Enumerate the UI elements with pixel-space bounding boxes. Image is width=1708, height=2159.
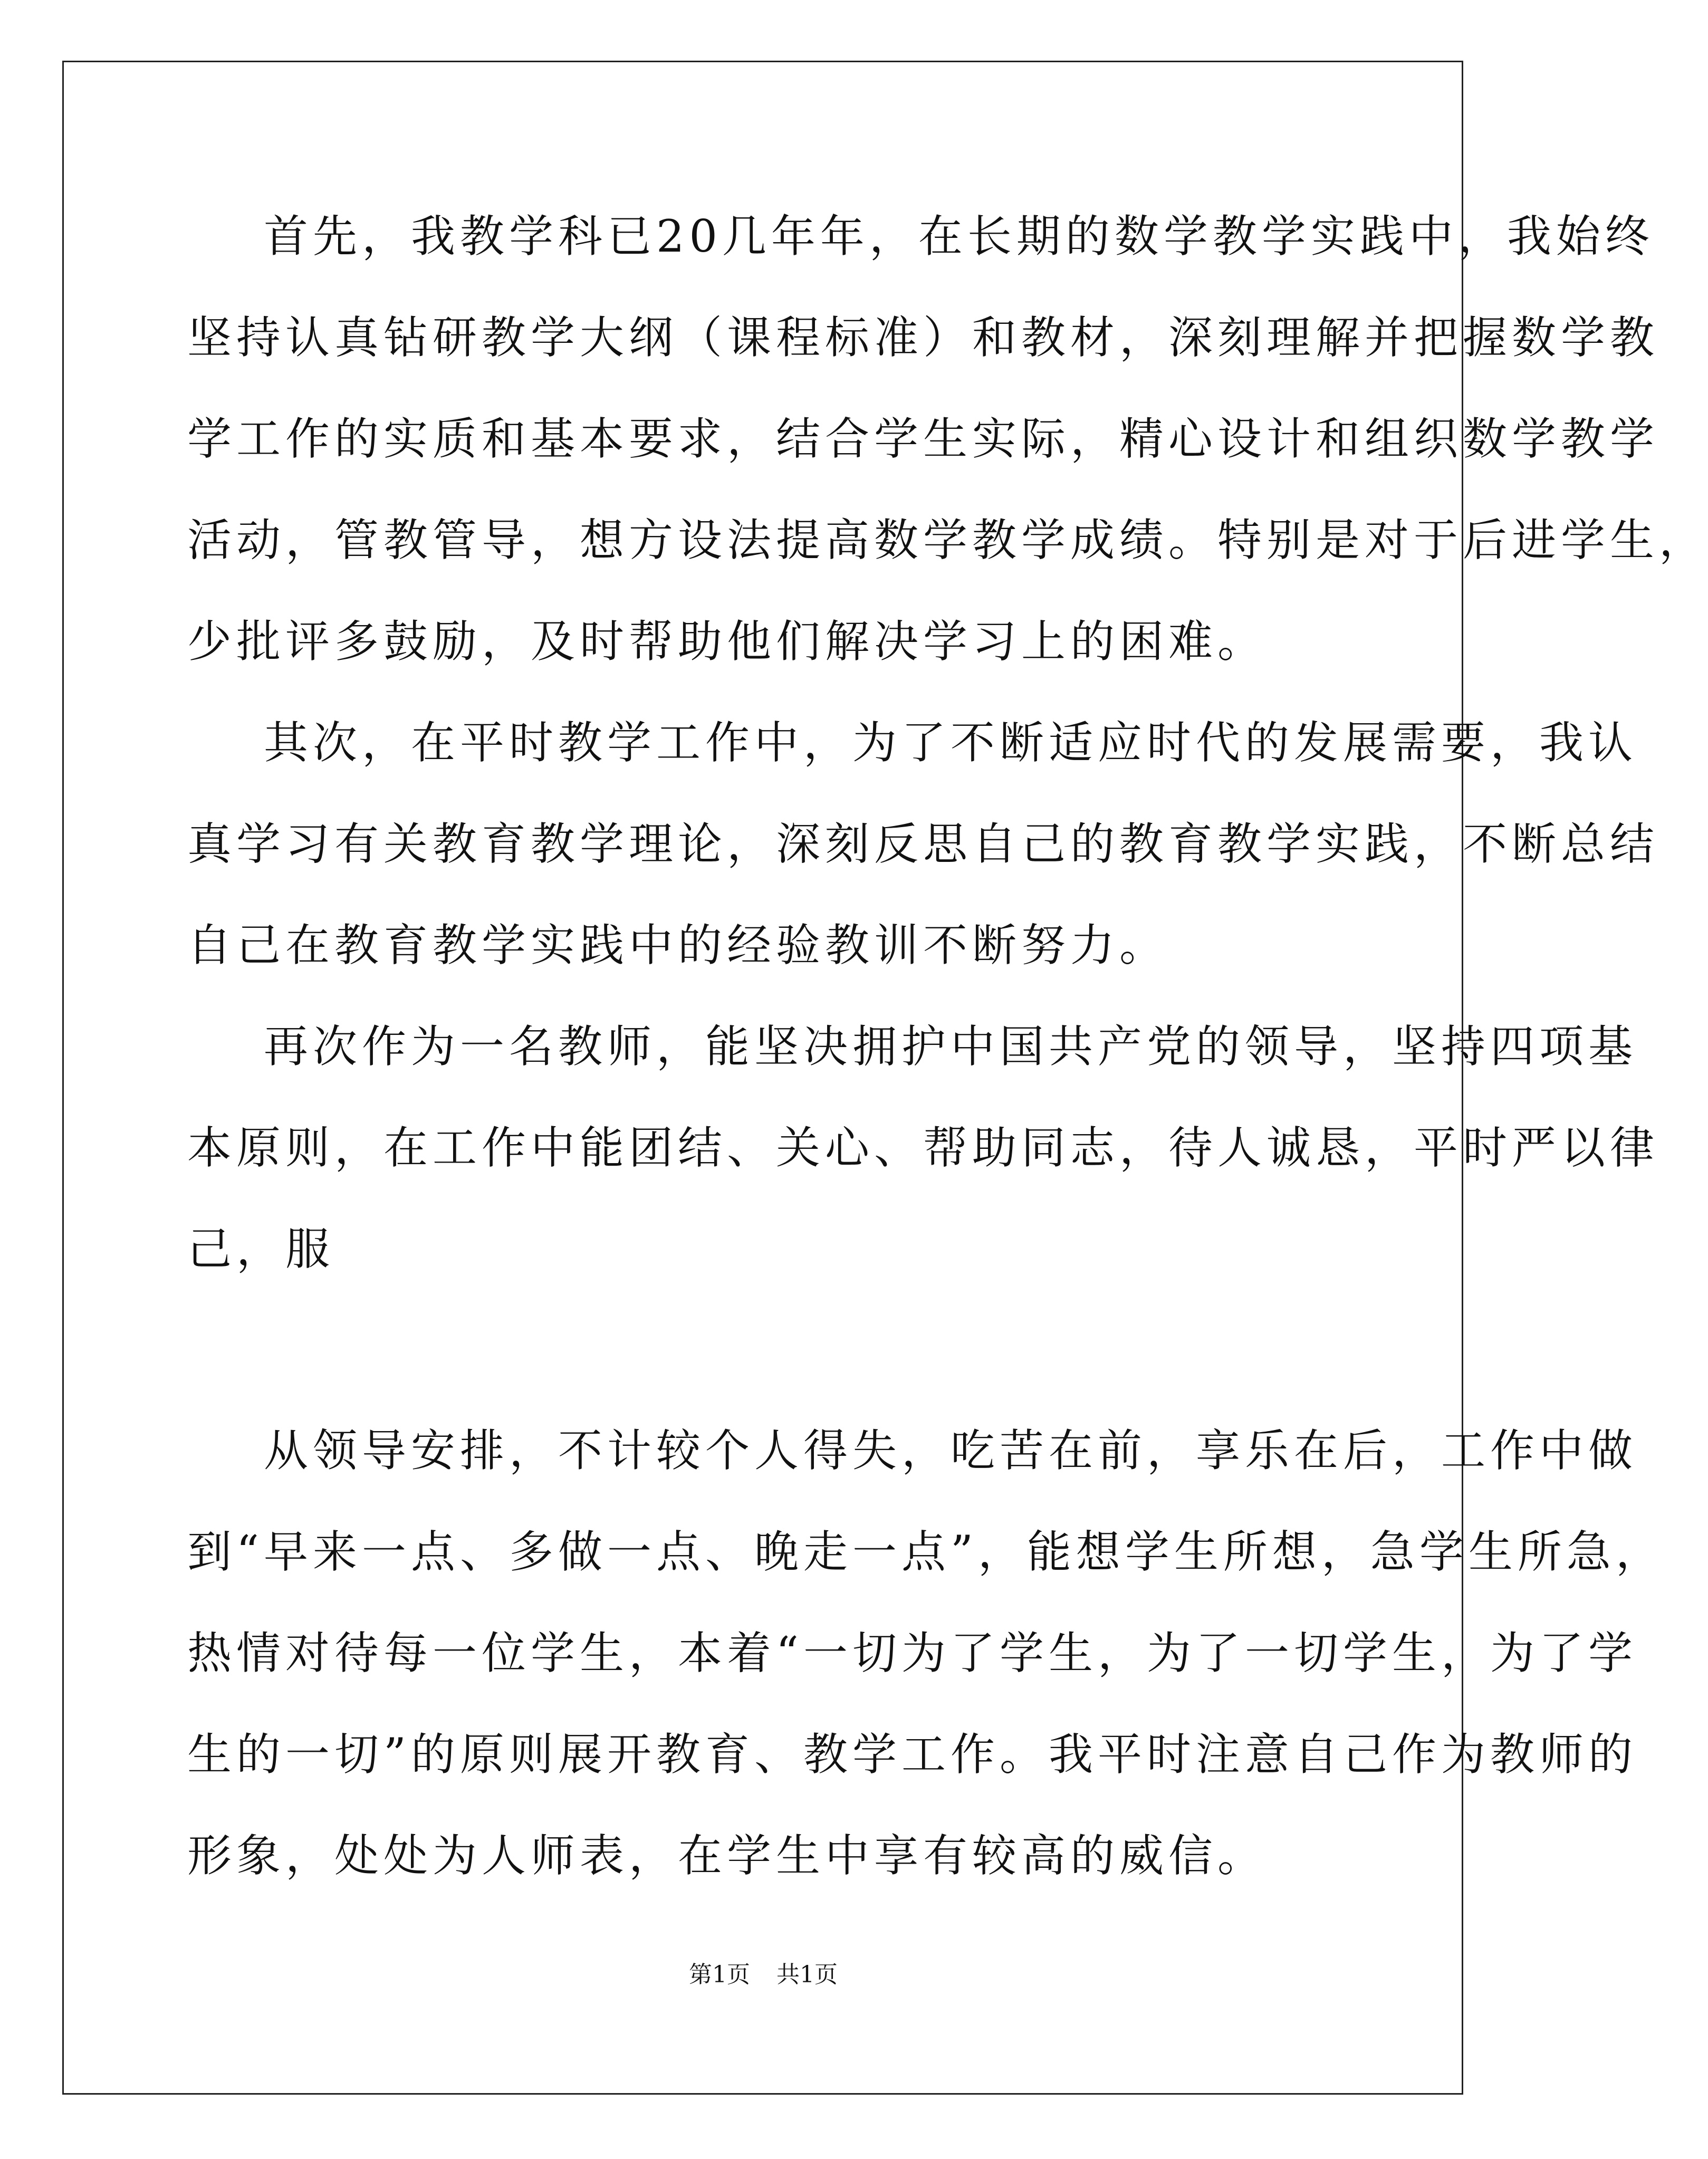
- paragraph-1-line-5: 少批评多鼓励，及时帮助他们解决学习上的困难。: [187, 616, 1267, 667]
- paragraph-1-line-1: 首先，我教学科已20几年年，在长期的数学教学实践中，我始终: [264, 210, 1654, 262]
- page-number-current: 第1页: [689, 1961, 750, 1988]
- paragraph-2-line-1: 其次，在平时教学工作中，为了不断适应时代的发展需要，我认: [264, 717, 1638, 769]
- paragraph-2-line-3: 自己在教育教学实践中的经验教训不断努力。: [187, 919, 1169, 971]
- paragraph-3-line-3: 己，服: [187, 1223, 335, 1275]
- page-border: [62, 61, 1708, 2095]
- paragraph-4-line-5: 形象，处处为人师表，在学生中享有较高的威信。: [187, 1830, 1267, 1882]
- paragraph-4-line-1: 从领导安排，不计较个人得失，吃苦在前，享乐在后，工作中做: [264, 1425, 1638, 1476]
- paragraph-4-line-4: 生的一切”的原则展开教育、教学工作。我平时注意自己作为教师的: [187, 1729, 1637, 1780]
- paragraph-1-line-3: 学工作的实质和基本要求，结合学生实际，精心设计和组织数学教学: [187, 413, 1659, 465]
- paragraph-3-line-2: 本原则，在工作中能团结、关心、帮助同志，待人诚恳，平时严以律: [187, 1122, 1659, 1174]
- page-number-total: 共1页: [776, 1961, 838, 1988]
- paragraph-4-line-2: 到“早来一点、多做一点、晚走一点”，能想学生所想，急学生所急，: [187, 1526, 1665, 1578]
- page-footer: [0, 1960, 1527, 1990]
- paragraph-3-line-1: 再次作为一名教师，能坚决拥护中国共产党的领导，坚持四项基: [264, 1021, 1638, 1072]
- paragraph-4-line-3: 热情对待每一位学生，本着“一切为了学生，为了一切学生，为了学: [187, 1627, 1637, 1679]
- paragraph-2-line-2: 真学习有关教育教学理论，深刻反思自己的教育教学实践，不断总结: [187, 818, 1659, 870]
- paragraph-1-line-4: 活动，管教管导，想方设法提高数学教学成绩。特别是对于后进学生，: [187, 514, 1708, 566]
- paragraph-1-line-2: 坚持认真钻研教学大纲（课程标准）和教材，深刻理解并把握数学教: [187, 312, 1659, 363]
